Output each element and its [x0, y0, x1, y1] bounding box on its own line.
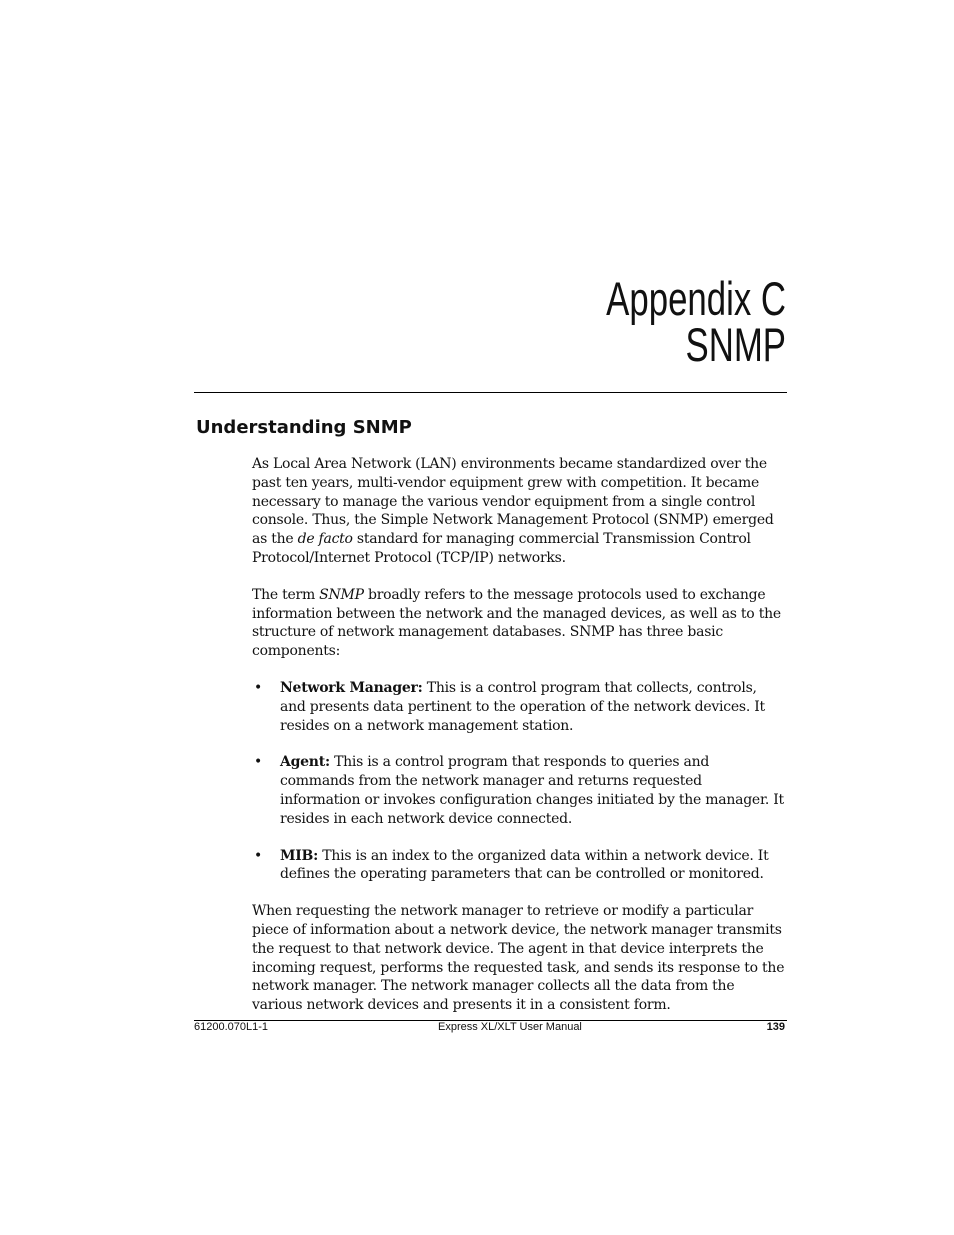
- footer-doc-number: 61200.070L1-1: [194, 1021, 269, 1033]
- list-item-term: MIB:: [280, 847, 319, 864]
- paragraph-snmp-term: [252, 586, 786, 661]
- footer-page-number: 139: [766, 1021, 785, 1033]
- page-footer: [194, 1021, 787, 1035]
- body-text: [252, 455, 786, 1033]
- list-item: [252, 679, 786, 735]
- paragraph-intro: [252, 455, 786, 568]
- paragraph-intro-part2: standard for managing commercial Transmission Control Protocol/Internet Protocol (TCP/IP) networks.: [252, 531, 751, 566]
- list-item: [252, 753, 786, 828]
- list-item-term: Network Manager:: [280, 679, 423, 696]
- bullet-marker: •: [254, 754, 263, 771]
- paragraph-intro-part1: As Local Area Network (LAN) environments became standardized over the past ten years, multi-vendor equipment grew with competition. It became necessary to manage the various vendor equipment from a single control console. Thus, the Simple Network Management Protocol (SNMP) emerged as the: [252, 456, 774, 548]
- chapter-title: [606, 272, 786, 371]
- component-list: [252, 679, 786, 884]
- list-item-text: This is a control program that responds to queries and commands from the network manager and returns requested information or invokes configuration changes initiated by the manager. It resides in each network device connected.: [280, 754, 784, 827]
- list-item-term: Agent:: [280, 754, 330, 771]
- paragraph-snmp-term-part1: The term: [252, 586, 320, 603]
- paragraph-request-flow: When requesting the network manager to retrieve or modify a particular piece of information about a network device, the network manager transmits the request to that network device. The agent in that device interprets the incoming request, performs the requested task, and sends its response to the network manager. The network manager collects all the data from the various network devices and presents it in a consistent form.: [252, 903, 785, 1014]
- bullet-marker: •: [254, 847, 263, 864]
- chapter-title-line2: SNMP: [685, 318, 786, 371]
- list-item: [252, 847, 786, 885]
- footer-manual-title: Express XL/XLT User Manual: [438, 1021, 582, 1033]
- paragraph-snmp-term-italic: SNMP: [319, 586, 364, 603]
- list-item-text: This is a control program that collects, controls, and presents data pertinent to the operation of the network devices. It resides on a network management station.: [280, 679, 765, 734]
- list-item-text: This is an index to the organized data within a network device. It defines the operating parameters that can be controlled or monitored.: [280, 847, 769, 883]
- chapter-title-line1: Appendix C: [606, 272, 786, 325]
- title-divider: [194, 392, 787, 393]
- paragraph-snmp-term-part2: broadly refers to the message protocols used to exchange information between the network and the managed devices, as well as to the structure of network management databases. SNMP has three basic components:: [252, 586, 781, 660]
- paragraph-intro-italic: de facto: [297, 531, 353, 548]
- section-heading: Understanding SNMP: [196, 417, 412, 438]
- bullet-marker: •: [254, 679, 263, 696]
